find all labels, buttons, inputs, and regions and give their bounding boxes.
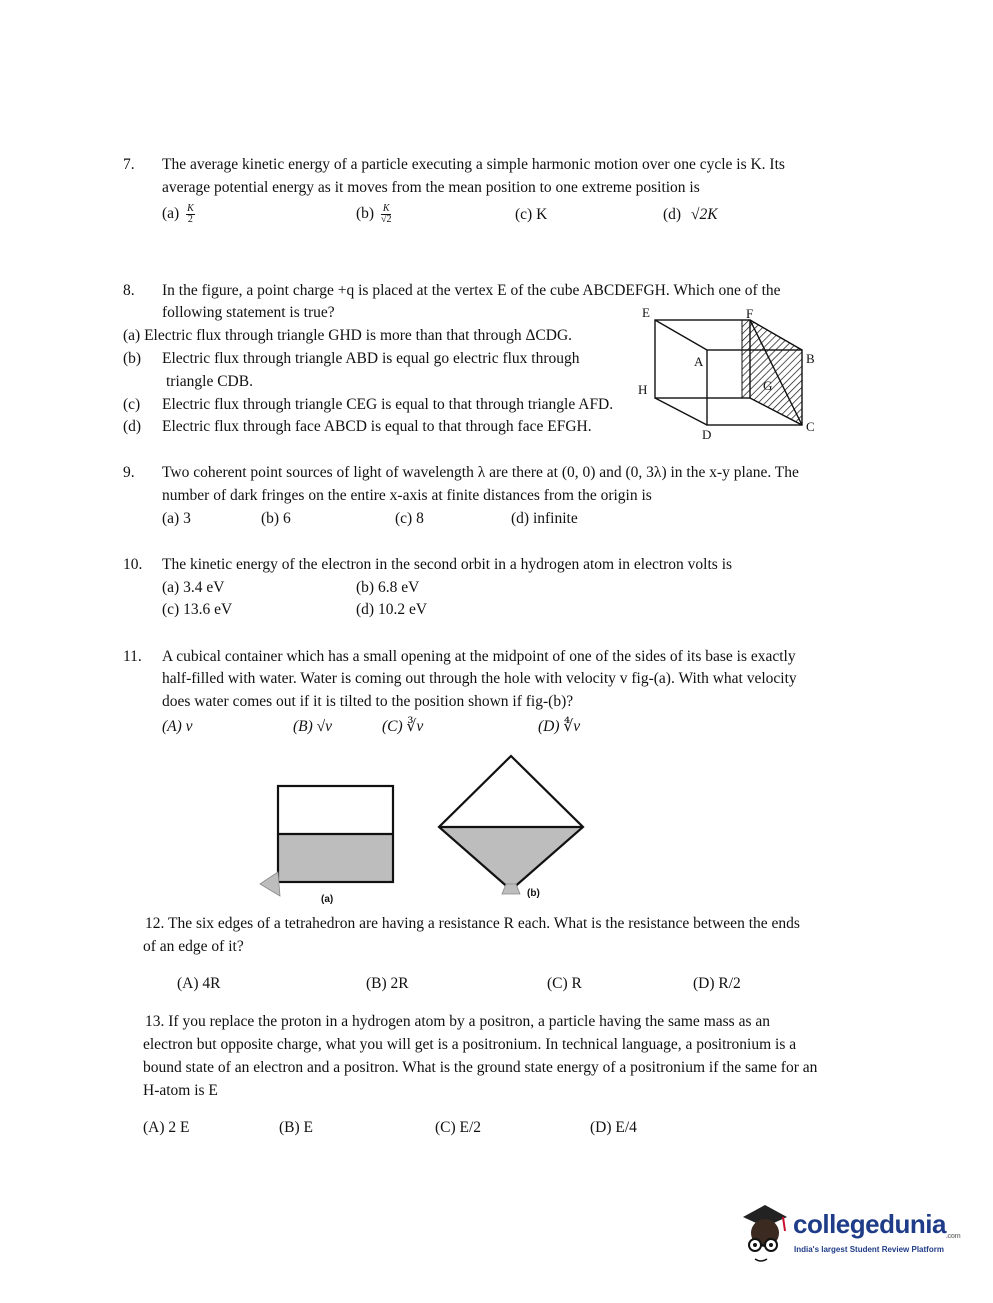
q7-text-line1: The average kinetic energy of a particle executing a simple harmonic motion over one cycle is K. Its <box>162 156 785 173</box>
q8-option-b-line2: triangle CDB. <box>166 373 253 390</box>
figure-b-water <box>439 827 583 890</box>
q8-text-line1: In the figure, a point charge +q is placed at the vertex E of the cube ABCDEFGH. Which one of the <box>162 282 781 299</box>
q12-text-line1: 12. The six edges of a tetrahedron are having a resistance R each. What is the resistance between the ends <box>145 915 800 932</box>
q8-option-c: Electric flux through triangle CEG is equal to that through triangle AFD. <box>162 396 614 413</box>
q13-option-c: (C) E/2 <box>435 1119 482 1136</box>
cube-label-h: H <box>638 382 648 397</box>
q9-text-line2: number of dark fringes on the entire x-axis at finite distances from the origin is <box>162 487 652 504</box>
figure-a-jet <box>260 872 280 896</box>
q9-option-a: (a) 3 <box>162 510 191 527</box>
q10-option-b: (b) 6.8 eV <box>356 579 420 596</box>
q13-text-line2: electron but opposite charge, what you will get is a positronium. In technical language, a positronium is a <box>143 1036 797 1053</box>
figure-a-container <box>255 780 405 910</box>
q7-option-a-fraction <box>186 204 195 225</box>
q7-number: 7. <box>123 156 135 173</box>
cube-label-d: D <box>702 427 712 442</box>
brand-suffix: .com <box>945 1233 961 1240</box>
q7-option-c: (c) K <box>515 206 548 223</box>
q13-option-b: (B) E <box>279 1119 314 1136</box>
q7-text-line2: average potential energy as it moves from the mean position to one extreme position is <box>162 179 700 196</box>
q10-option-d: (d) 10.2 eV <box>356 601 428 618</box>
q8-number: 8. <box>123 282 135 299</box>
cube-label-c: C <box>806 419 815 434</box>
q10-text-line1: The kinetic energy of the electron in the second orbit in a hydrogen atom in electron volts is <box>162 556 733 573</box>
mascot-icon <box>735 1195 795 1265</box>
q9-option-b: (b) 6 <box>261 510 291 527</box>
q11-number: 11. <box>123 648 142 665</box>
figure-b-label: (b) <box>527 888 540 899</box>
q12-text-line2: of an edge of it? <box>143 938 244 955</box>
q7-option-a <box>162 204 195 225</box>
q8-option-a: (a) Electric flux through triangle GHD is more than that through ΔCDG. <box>123 327 573 344</box>
q8-text-line2: following statement is true? <box>162 304 335 321</box>
q8-option-b-label: (b) <box>123 350 142 367</box>
q8-option-b-line1: Electric flux through triangle ABD is equal go electric flux through <box>162 350 580 367</box>
cube-hatched-face <box>742 320 802 425</box>
cube-label-b: B <box>806 351 815 366</box>
q11-text-line3: does water comes out if it is tilted to the position shown if fig-(b)? <box>162 693 574 710</box>
q7-option-d-label: (d) <box>663 206 682 223</box>
q8-option-d-label: (d) <box>123 418 142 435</box>
cube-label-e: E <box>642 305 650 320</box>
q12-option-d: (D) R/2 <box>693 975 741 992</box>
collegedunia-logo[interactable] <box>735 1195 965 1270</box>
q11-option-a: (A) v <box>162 718 193 735</box>
figure-b-container <box>430 750 600 900</box>
frac-den: 2 <box>187 214 193 225</box>
q12-option-b: (B) 2R <box>366 975 409 992</box>
q10-option-a: (a) 3.4 eV <box>162 579 225 596</box>
q7-option-b-fraction <box>381 204 392 225</box>
q11-option-b: (B) √v <box>293 718 333 735</box>
figure-a-water <box>278 835 393 882</box>
q7-option-a-label: (a) <box>162 205 180 223</box>
brand-name: collegedunia <box>793 1209 946 1239</box>
q7-option-b <box>356 204 391 225</box>
q11-text-line1: A cubical container which has a small opening at the midpoint of one of the sides of its base is exactly <box>162 648 796 665</box>
q10-number: 10. <box>123 556 143 573</box>
q13-text-line3: bound state of an electron and a positron. What is the ground state energy of a positronium if the same for an <box>143 1059 818 1076</box>
q11-option-c: (C) ∛v <box>382 718 424 735</box>
q12-option-a: (A) 4R <box>177 975 221 992</box>
frac-den: √2 <box>380 214 392 225</box>
q13-text-line1: 13. If you replace the proton in a hydrogen atom by a positron, a particle having the same mass as an <box>145 1013 770 1030</box>
cube-label-f: F <box>746 306 754 321</box>
brand-tagline: India's largest Student Review Platform <box>794 1245 944 1254</box>
q12-option-c: (C) R <box>547 975 582 992</box>
frac-num: K <box>187 203 194 214</box>
figure-a-label: (a) <box>321 894 334 905</box>
q7-option-d-value: √2K <box>690 206 718 223</box>
q8-option-c-label: (c) <box>123 396 141 413</box>
q13-option-d: (D) E/4 <box>590 1119 637 1136</box>
q9-number: 9. <box>123 464 135 481</box>
q11-option-d: (D) ∜v <box>538 718 581 735</box>
q11-text-line2: half-filled with water. Water is coming out through the hole with velocity v fig-(a). With what velocity <box>162 670 797 687</box>
q7-option-b-label: (b) <box>356 205 375 223</box>
q13-option-a: (A) 2 E <box>143 1119 190 1136</box>
q9-text-line1: Two coherent point sources of light of wavelength λ are there at (0, 0) and (0, 3λ) in the x-y plane. The <box>162 464 799 481</box>
cube-diagram <box>620 300 840 450</box>
q10-option-c: (c) 13.6 eV <box>162 601 233 618</box>
cube-label-a: A <box>694 354 704 369</box>
q8-option-d: Electric flux through face ABCD is equal to that through face EFGH. <box>162 418 592 435</box>
q7-option-d <box>663 205 718 225</box>
cube-label-g: G <box>763 378 773 393</box>
q13-text-line4: H-atom is E <box>143 1082 218 1099</box>
q9-option-d: (d) infinite <box>511 510 578 527</box>
q9-option-c: (c) 8 <box>395 510 424 527</box>
frac-num: K <box>382 203 390 214</box>
